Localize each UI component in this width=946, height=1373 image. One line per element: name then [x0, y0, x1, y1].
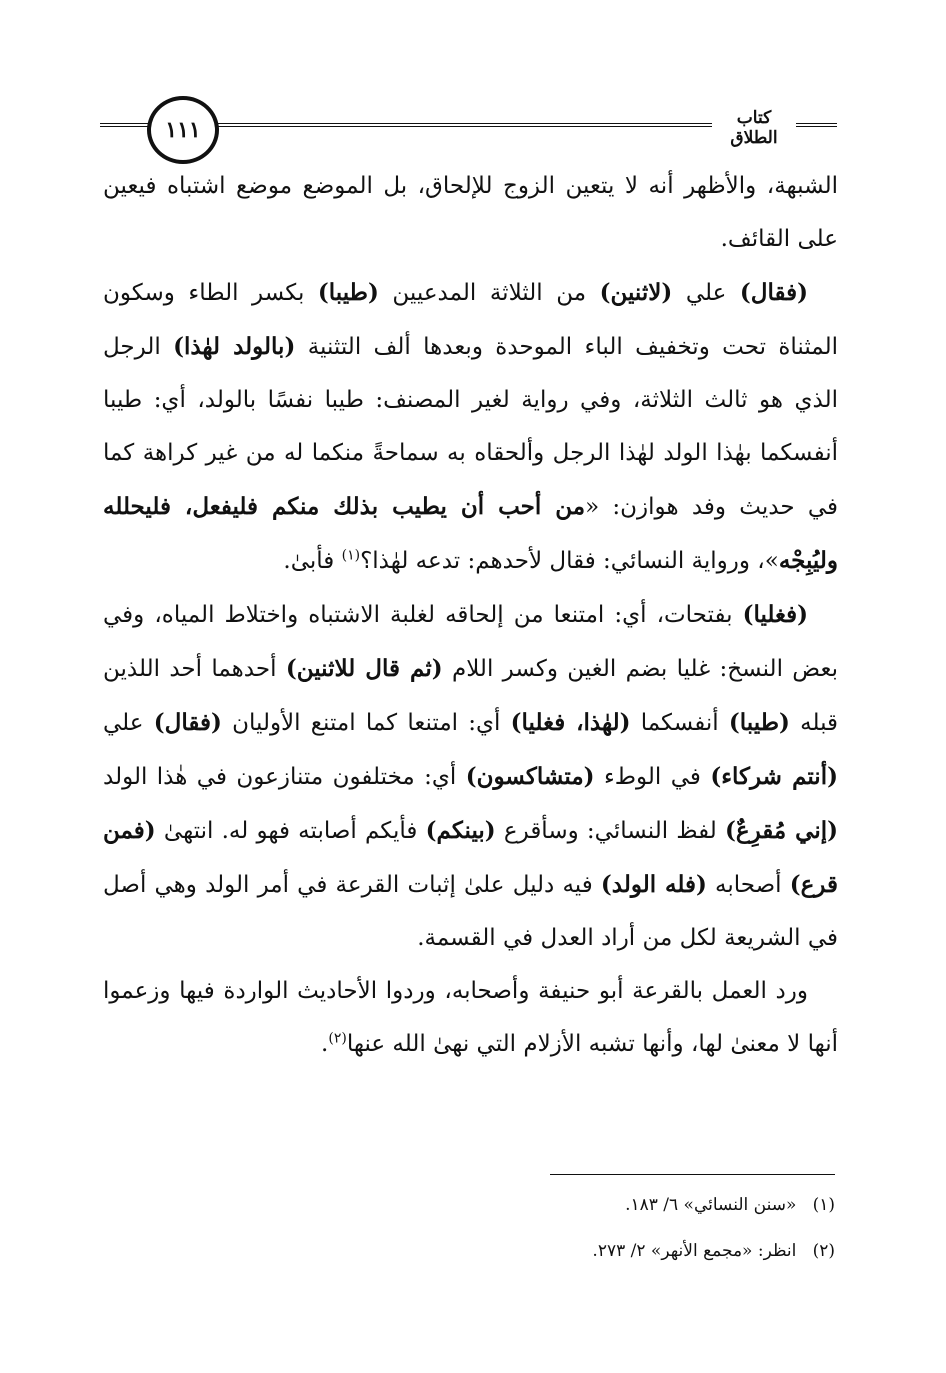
footnote-1	[420, 1182, 835, 1228]
footnote-text: «سنن النسائي» ٦/ ١٨٣.	[625, 1195, 797, 1215]
bold-text: (إني مُقرِعٌ)	[725, 817, 839, 844]
footnote-ref: (١)	[341, 547, 361, 564]
text-span: فأيكم أصابته فهو له. انتهىٰ	[155, 818, 426, 844]
paragraph-4	[103, 965, 838, 1071]
bold-text: (طيبا)	[728, 709, 790, 736]
page-number: ١١١	[147, 96, 219, 164]
bold-text: (فمن قرع)	[103, 817, 838, 898]
text-span: فيه دليل علىٰ إثبات القرعة في أمر الولد وهي أصل في الشريعة لكل من أراد العدل في القسمة.	[103, 872, 838, 951]
bold-text: من أحب أن يطيب بذلك منكم فليفعل، فليحلله وليُبِجْه	[103, 493, 838, 574]
running-header	[100, 92, 840, 166]
main-text	[103, 160, 838, 1071]
bold-text: (فقال)	[739, 279, 808, 306]
header-rule-middle	[212, 123, 712, 127]
book-title: كتاب الطلاق	[712, 108, 796, 148]
paragraph-1	[103, 160, 838, 266]
text-span: علي	[672, 280, 740, 306]
text-span: أصحابه	[706, 872, 790, 898]
bold-text: (متشاكسون)	[465, 763, 595, 790]
footnote-number: (٢)	[812, 1241, 835, 1261]
text-span: علي	[103, 710, 154, 736]
footnote-number: (١)	[812, 1195, 835, 1215]
text-span: أي: مختلفون متنازعون في هٰذا الولد	[103, 764, 466, 790]
bold-text: (طيبا)	[317, 279, 379, 306]
bold-text: (لهٰذا، فغليا)	[510, 709, 631, 736]
footnote-text: انظر: «مجمع الأنهر» ٢/ ٢٧٣.	[592, 1241, 797, 1261]
text-span: ورد العمل بالقرعة أبو حنيفة وأصحابه، وردوا الأحاديث الواردة فيها وزعموا أنها لا معنىٰ لها، وأنها تشبه الأزلام التي نهىٰ الله عنها	[103, 978, 838, 1057]
bold-text: (بينكم)	[425, 817, 496, 844]
bold-text: (فقال)	[153, 709, 222, 736]
text-span: أحدهما أحد اللذين قبله	[103, 656, 839, 736]
text-span: بفتحات، أي: امتنعا من إلحاقه لغلبة الاشتباه واختلاط المياه، وفي بعض النسخ: غليا بضم الغين وكسر اللام	[103, 602, 838, 682]
text-span: في الوطء	[594, 764, 711, 790]
bold-text: (فله الولد)	[600, 871, 707, 898]
paragraph-3	[103, 588, 838, 965]
text-span: من الثلاثة المدعيين	[378, 280, 600, 306]
text-span: أنفسكما	[630, 710, 729, 736]
footnotes	[420, 1182, 835, 1274]
footnote-separator	[550, 1174, 835, 1175]
bold-text: (فغليا)	[742, 601, 808, 628]
text-span: لفظ النسائي: وسأقرع	[495, 818, 725, 844]
bold-text: (أنتم شركاء)	[710, 763, 838, 790]
text-span: بكسر الطاء وسكون المثناة تحت وتخفيف الباء الموحدة وبعدها ألف التثنية	[103, 280, 838, 360]
text-span: أي: امتنعا كما امتنع الأوليان	[221, 710, 511, 736]
text-span: فأبىٰ.	[283, 548, 342, 574]
text-span: الشبهة، والأظهر أنه لا يتعين الزوج للإلحاق، بل الموضع موضع اشتباه فيعين على القائف.	[103, 173, 838, 252]
paragraph-2	[103, 266, 838, 588]
bold-text: (بالولد لهٰذا)	[173, 333, 296, 360]
bold-text: (لاثنين)	[599, 279, 673, 306]
text-span: .	[321, 1031, 329, 1057]
bold-text: (ثم قال للاثنين)	[285, 655, 443, 682]
text-span: »، ورواية النسائي: فقال لأحدهم: تدعه لهٰذا؟	[360, 548, 779, 574]
footnote-2	[420, 1228, 835, 1274]
text-span: الرجل الذي هو ثالث الثلاثة، وفي رواية لغير المصنف: طيبا نفسًا بالولد، أي: طيبا أنفسكما بهٰذا الولد لهٰذا الرجل وألحقاه به سماحةً منكما له من غير كراهة كما في حديث وفد هوازن: «	[103, 334, 838, 520]
footnote-ref: (٢)	[328, 1030, 347, 1047]
header-rule-left	[100, 123, 150, 127]
header-rule-right	[795, 123, 837, 127]
